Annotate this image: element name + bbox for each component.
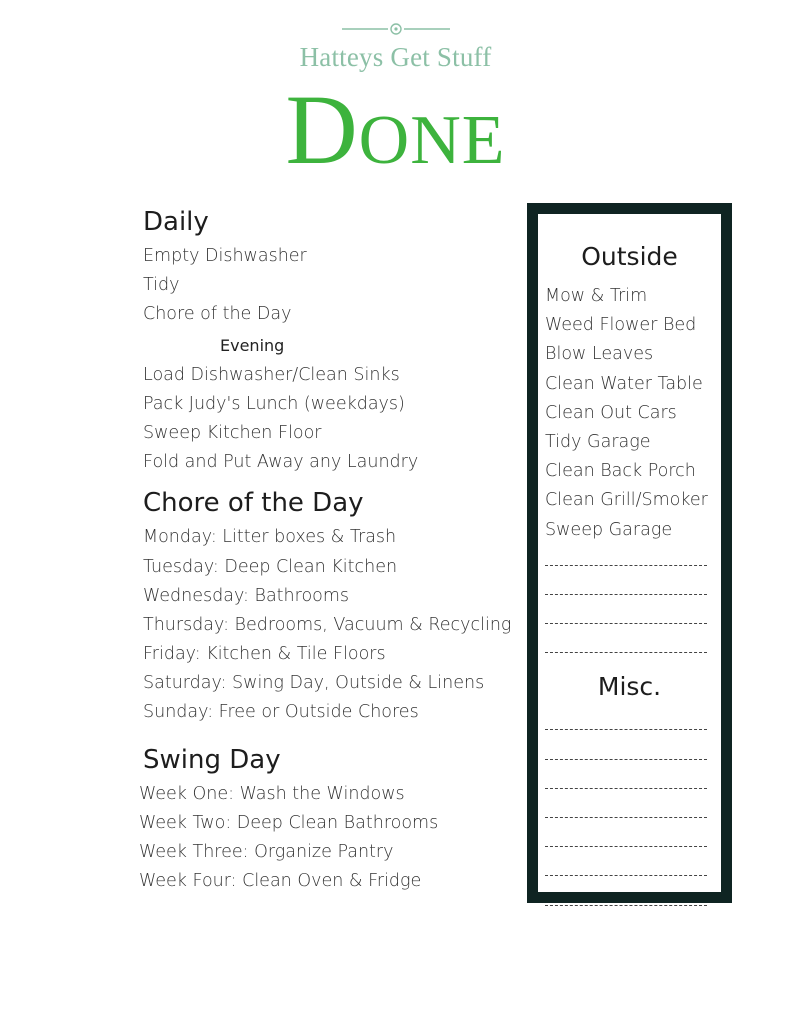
list-item: Saturday: Swing Day, Outside & Linens bbox=[143, 673, 485, 694]
list-item: Sweep Kitchen Floor bbox=[143, 422, 322, 443]
list-item: Chore of the Day bbox=[143, 304, 292, 325]
outside-misc-panel bbox=[527, 203, 732, 903]
blank-line bbox=[545, 855, 721, 884]
list-item: Tuesday: Deep Clean Kitchen bbox=[143, 556, 398, 577]
ornament-divider-icon bbox=[342, 22, 450, 36]
list-item: Sunday: Free or Outside Chores bbox=[143, 702, 419, 723]
chore-columns bbox=[139, 202, 523, 896]
blank-line bbox=[545, 632, 721, 661]
list-item: Blow Leaves bbox=[545, 344, 654, 365]
list-item: Clean Water Table bbox=[545, 373, 703, 394]
page-title: Done bbox=[285, 74, 506, 185]
list-item: Monday: Litter boxes & Trash bbox=[143, 527, 397, 548]
blank-line bbox=[545, 826, 721, 855]
list-item: Mow & Trim bbox=[545, 286, 648, 306]
list-item: Week Two: Deep Clean Bathrooms bbox=[139, 812, 439, 833]
list-item: Friday: Kitchen & Tile Floors bbox=[143, 644, 386, 665]
list-item: Clean Grill/Smoker bbox=[545, 490, 708, 511]
blank-line bbox=[545, 885, 721, 914]
blank-line bbox=[545, 603, 721, 632]
list-item: Week Three: Organize Pantry bbox=[139, 842, 394, 862]
blank-line bbox=[545, 545, 721, 574]
blank-line bbox=[545, 709, 721, 738]
list-item: Thursday: Bedrooms, Vacuum & Recycling bbox=[143, 614, 512, 635]
evening-heading: Evening bbox=[220, 335, 285, 355]
list-item: Tidy Garage bbox=[545, 431, 651, 452]
chore-of-day-heading: Chore of the Day bbox=[143, 488, 364, 519]
list-item: Week One: Wash the Windows bbox=[139, 783, 405, 804]
blank-line bbox=[545, 574, 721, 603]
page-subtitle: Hatteys Get Stuff bbox=[299, 42, 492, 72]
blank-line bbox=[545, 768, 721, 797]
list-item: Empty Dishwasher bbox=[143, 246, 307, 266]
list-item: Week Four: Clean Oven & Fridge bbox=[139, 871, 422, 892]
list-item: Sweep Garage bbox=[545, 519, 673, 540]
list-item: Clean Back Porch bbox=[545, 461, 696, 482]
swing-day-heading: Swing Day bbox=[143, 744, 281, 775]
list-item: Fold and Put Away any Laundry bbox=[143, 452, 419, 473]
list-item: Wednesday: Bathrooms bbox=[143, 585, 350, 606]
list-item: Clean Out Cars bbox=[545, 402, 677, 423]
misc-heading: Misc. bbox=[597, 672, 662, 702]
blank-line bbox=[545, 739, 721, 768]
list-item: Tidy bbox=[143, 275, 180, 296]
daily-heading: Daily bbox=[143, 207, 209, 237]
list-item: Pack Judy's Lunch (weekdays) bbox=[143, 393, 405, 414]
list-item: Load Dishwasher/Clean Sinks bbox=[143, 364, 400, 385]
list-item: Weed Flower Bed bbox=[545, 315, 697, 336]
outside-heading: Outside bbox=[581, 242, 678, 271]
blank-line bbox=[545, 797, 721, 826]
